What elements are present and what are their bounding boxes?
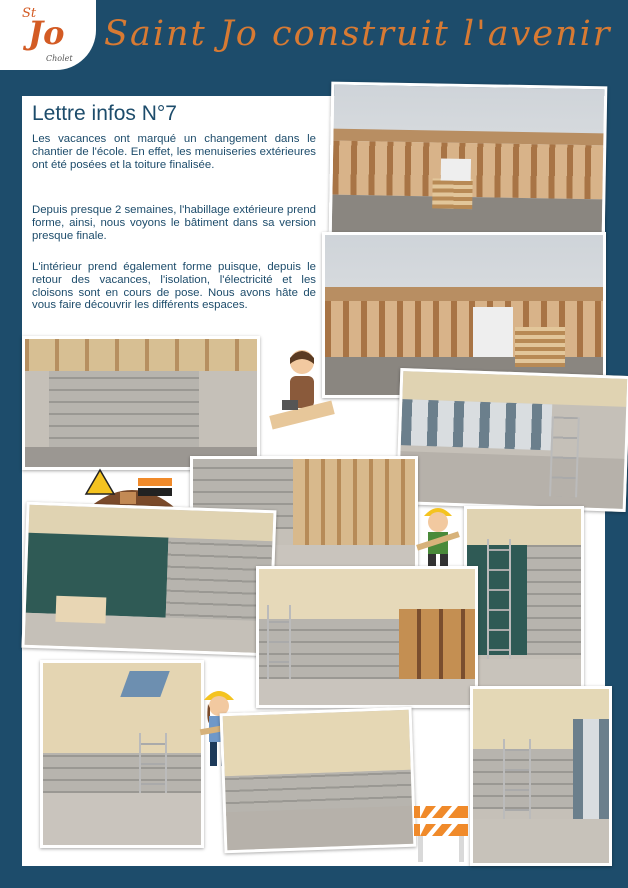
page-title: Saint Jo construit l'avenir <box>104 14 612 54</box>
photo-interior-9 <box>470 686 612 866</box>
photo-interior-2 <box>396 368 628 512</box>
photo-exterior-1 <box>329 82 608 241</box>
photo-interior-6 <box>256 566 478 708</box>
photo-interior-8 <box>220 707 417 854</box>
paragraph-2: Depuis presque 2 semaines, l'habillage extérieure prend forme, ainsi, nous voyons le bâtiment dans sa version presque finale. <box>32 204 316 242</box>
paragraph-1: Les vacances ont marqué un changement dans le chantier de l'école. En effet, les menuiseries extérieures ont été posées et la toiture finalisée. <box>32 133 316 171</box>
road-barrier-icon <box>410 798 472 864</box>
photo-interior-5 <box>22 502 277 657</box>
worker-boy-icon <box>412 498 464 570</box>
logo-subtitle: Cholet <box>46 54 73 63</box>
school-logo <box>0 0 96 70</box>
logo-st: St <box>22 6 37 21</box>
letter-box <box>26 96 324 336</box>
letter-title: Lettre infos N°7 <box>32 102 177 125</box>
logo-jo: Jo <box>28 14 65 52</box>
photo-interior-1 <box>22 336 260 470</box>
photo-interior-4 <box>464 506 584 698</box>
photo-interior-7 <box>40 660 204 848</box>
worker-sanding-icon <box>266 344 338 440</box>
paragraph-3: L'intérieur prend également forme puisque, depuis le retour des vacances, l'isolation, l'électricité et les cloisons sont en cours de pose. Nous avons hâte de vous faire découvrir les différents espaces. <box>32 261 316 312</box>
